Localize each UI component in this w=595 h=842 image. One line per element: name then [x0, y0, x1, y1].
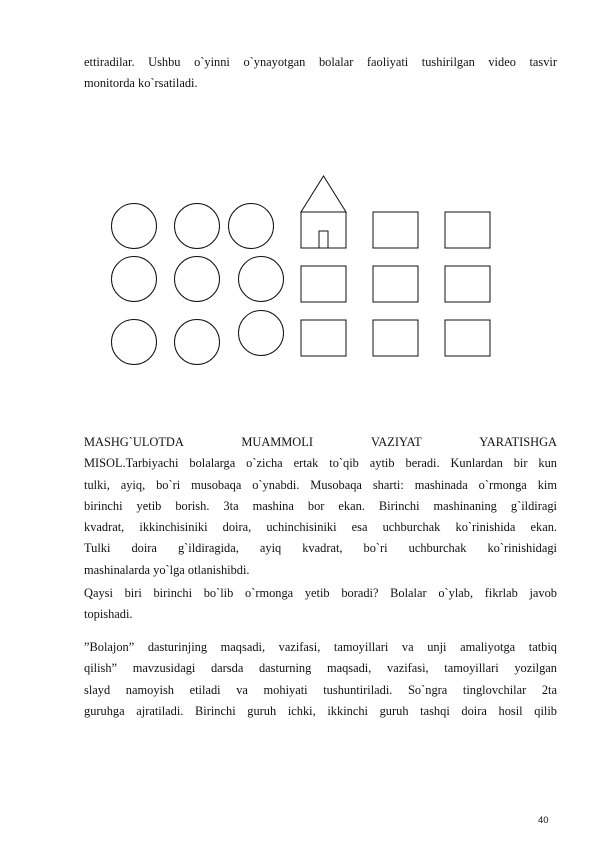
house-roof-shape — [301, 176, 346, 212]
circle-shape — [239, 311, 284, 356]
house-body-shape — [301, 212, 346, 248]
square-shape — [373, 266, 418, 302]
paragraph-bolajon — [84, 637, 557, 722]
text-line: slayd namoyish etiladi va mohiyati tushuntiriladi. So`ngra tinglovchilar 2ta — [84, 682, 557, 697]
circle-shape — [229, 204, 274, 249]
paragraph-question — [84, 583, 557, 626]
paragraph-problem-situation — [84, 432, 557, 581]
circle-shape — [239, 257, 284, 302]
square-shape — [373, 320, 418, 356]
text-line: ettiradilar. Ushbu o`yinni o`ynayotgan bolalar faoliyati tushirilgan video tasvir — [84, 55, 557, 69]
text-line: mashinalarda yo`lga otlanishibdi. — [84, 562, 250, 577]
text-line: Tulki doira g`ildiragida, ayiq kvadrat, bo`ri uchburchak ko`rinishidagi — [84, 541, 557, 556]
text-line: kvadrat, ikkinchisiniki doira, uchinchisiniki esa uchburchak ko`rinishida ekan. — [84, 520, 557, 535]
text-line: guruhga ajratiladi. Birinchi guruh ichki, ikkinchi guruh tashqi doira hosil qilib — [84, 703, 557, 718]
square-shape — [373, 212, 418, 248]
square-shape — [445, 320, 490, 356]
circle-shape — [175, 204, 220, 249]
circle-shape — [112, 204, 157, 249]
text-line: tulki, ayiq, bo`ri musobaqa o`ynabdi. Musobaqa sharti: mashinada o`rmonga kim — [84, 477, 557, 492]
text-line: topishadi. — [84, 607, 133, 622]
page-number: 40 — [538, 815, 549, 826]
house-door-shape — [319, 231, 328, 248]
text-line: Qaysi biri birinchi bo`lib o`rmonga yetib boradi? Bolalar o`ylab, fikrlab javob — [84, 586, 557, 600]
square-shape — [301, 266, 346, 302]
text-line: monitorda ko`rsatiladi. — [84, 76, 198, 91]
text-line: qilish” mavzusidagi darsda dasturning maqsadi, vazifasi, tamoyillari yozilgan — [84, 661, 557, 676]
circle-shape — [175, 320, 220, 365]
paragraph-intro — [84, 52, 557, 95]
circle-shape — [175, 257, 220, 302]
circle-shape — [112, 320, 157, 365]
text-line: ”Bolajon” dasturinjing maqsadi, vazifasi, tamoyillari va unji amaliyotga tatbiq — [84, 640, 557, 654]
circle-shape — [112, 257, 157, 302]
square-shape — [301, 320, 346, 356]
text-line: birinchi yetib borish. 3ta mashina bor ekan. Birinchi mashinaning g`ildiragi — [84, 498, 557, 513]
text-line: MISOL.Tarbiyachi bolalarga o`zicha ertak to`qib aytib beradi. Kunlardan bir kun — [84, 456, 557, 471]
text-line: MASHG`ULOTDA MUAMMOLI VAZIYAT YARATISHGA — [84, 435, 557, 449]
square-shape — [445, 266, 490, 302]
square-shape — [445, 212, 490, 248]
